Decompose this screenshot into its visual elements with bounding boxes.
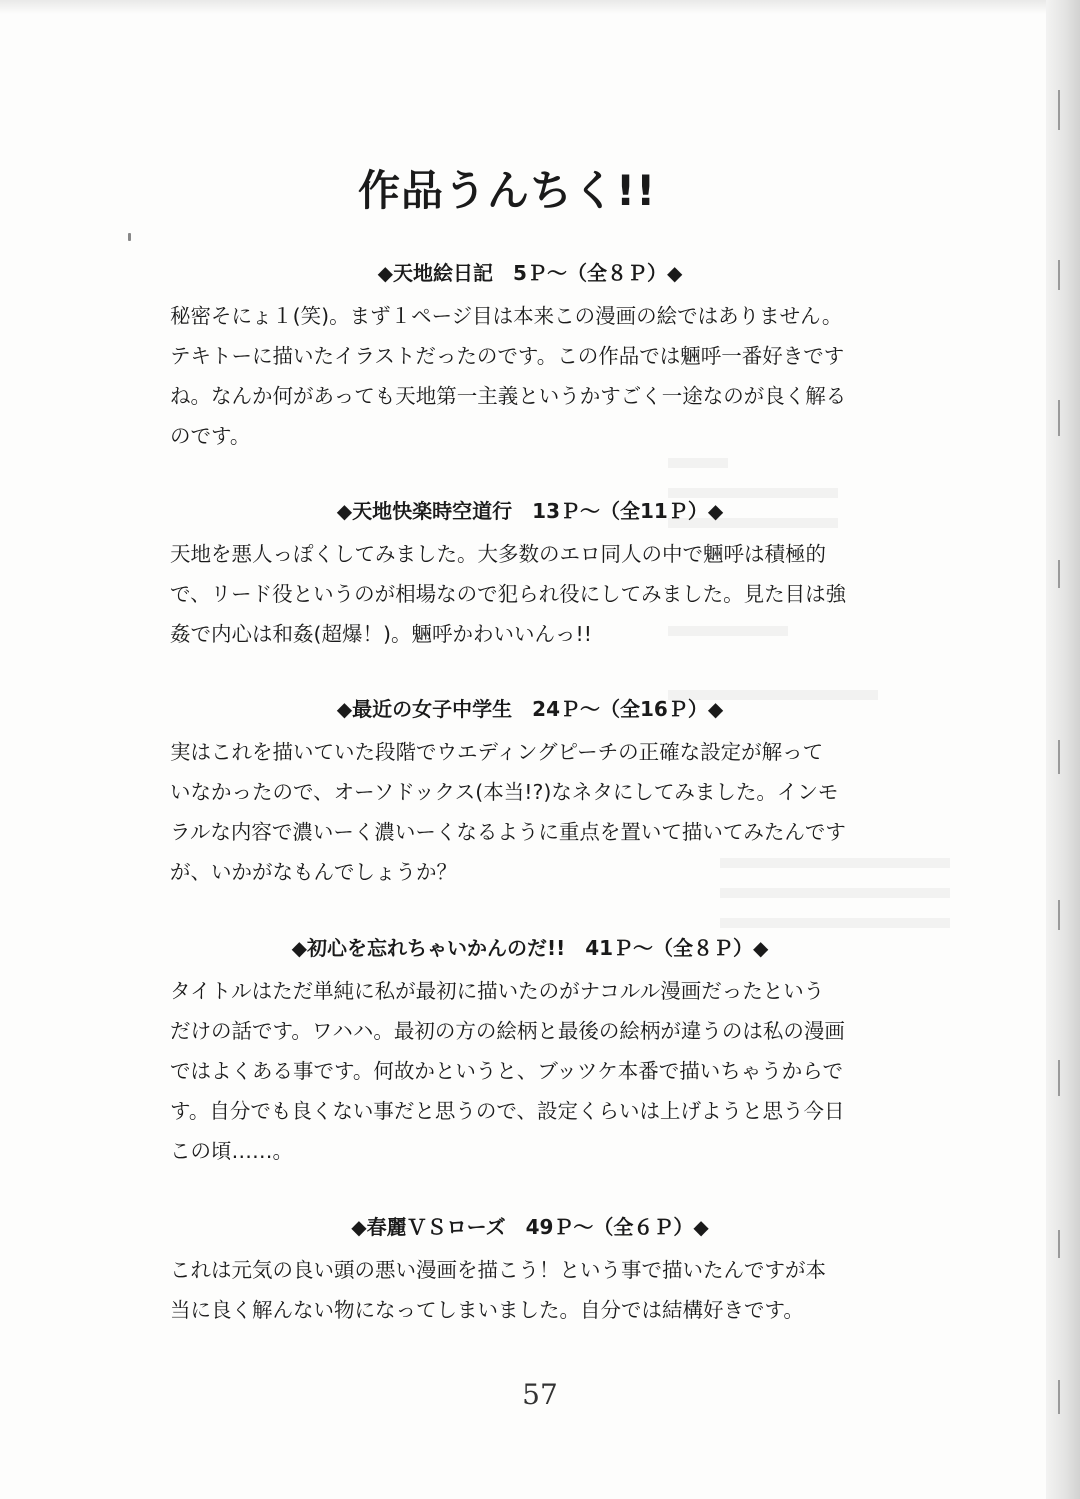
section-saikin-no-joshi-chugakusei <box>160 694 900 892</box>
body-line: 姦で内心は和姦(超爆！)。魎呼かわいいんっ!! <box>170 622 592 646</box>
body-line: が、いかがなもんでしょうか？ <box>170 860 457 884</box>
bleed-through-text <box>668 458 728 468</box>
body-line: いなかったので、オーソドックス(本当!?)なネタにしてみました。インモ <box>170 780 839 804</box>
body-line: テキトーに描いたイラストだったのです。この作品では魎呼一番好きです <box>170 344 845 368</box>
edge-mark <box>1058 1230 1060 1258</box>
body-line: ではよくある事です。何故かというと、ブッツケ本番で描いちゃうからで <box>170 1059 844 1083</box>
page-title: 作品うんちく!! <box>358 166 657 215</box>
edge-mark <box>1058 740 1060 774</box>
scan-speck <box>128 233 131 241</box>
edge-mark <box>1058 400 1060 436</box>
body-line: 秘密そにょ１(笑)。まず１ページ目は本来この漫画の絵ではありません。 <box>170 304 843 328</box>
body-line: これは元気の良い頭の悪い漫画を描こう！という事で描いたんですが本 <box>170 1258 826 1282</box>
edge-mark <box>1058 560 1060 588</box>
section-heading: ◆天地快楽時空道行 13Ｐ～（全11Ｐ）◆ <box>336 499 724 523</box>
section-heading: ◆天地絵日記 5Ｐ～（全８Ｐ）◆ <box>377 261 683 285</box>
body-line: で、リード役というのが相場なので犯られ役にしてみました。見た目は強 <box>170 582 847 606</box>
page-number: 57 <box>522 1378 558 1411</box>
section-heading: ◆春麗ＶＳローズ 49Ｐ～（全６Ｐ）◆ <box>351 1215 709 1239</box>
section-shoshin-wo-wasurecha <box>160 933 900 1171</box>
body-line: 天地を悪人っぽくしてみました。大多数のエロ同人の中で魎呼は積極的 <box>170 542 826 566</box>
body-line: 実はこれを描いていた段階でウエディングピーチの正確な設定が解って <box>170 740 824 764</box>
bleed-through-text <box>720 918 950 928</box>
body-line: ね。なんか何があっても天地第一主義というかすごく一途なのが良く解る <box>170 384 847 408</box>
section-chunli-vs-rose <box>160 1212 900 1330</box>
body-line: この頃……。 <box>170 1139 293 1163</box>
section-heading: ◆最近の女子中学生 24Ｐ～（全16Ｐ）◆ <box>336 697 724 721</box>
section-heading: ◆初心を忘れちゃいかんのだ!! 41Ｐ～（全８Ｐ）◆ <box>291 936 769 960</box>
body-line: 当に良く解んない物になってしまいました。自分では結構好きです。 <box>170 1298 804 1322</box>
edge-mark <box>1058 260 1060 290</box>
scan-top-edge <box>0 0 1080 14</box>
body-line: だけの話です。ワハハ。最初の方の絵柄と最後の絵柄が違うのは私の漫画 <box>170 1019 845 1043</box>
body-line: ラルな内容で濃いーく濃いーくなるように重点を置いて描いてみたんです <box>170 820 846 844</box>
body-line: す。自分でも良くない事だと思うので、設定くらいは上げようと思う今日 <box>170 1099 845 1123</box>
section-tenchi-kairaku <box>160 496 900 654</box>
edge-mark <box>1058 900 1060 930</box>
scan-right-edge <box>1046 0 1080 1499</box>
edge-mark <box>1058 90 1060 130</box>
edge-mark <box>1058 1060 1060 1096</box>
body-line: のです。 <box>170 424 251 448</box>
section-tenchi-enikki <box>160 258 900 456</box>
body-line: タイトルはただ単純に私が最初に描いたのがナコルル漫画だったという <box>170 979 825 1003</box>
